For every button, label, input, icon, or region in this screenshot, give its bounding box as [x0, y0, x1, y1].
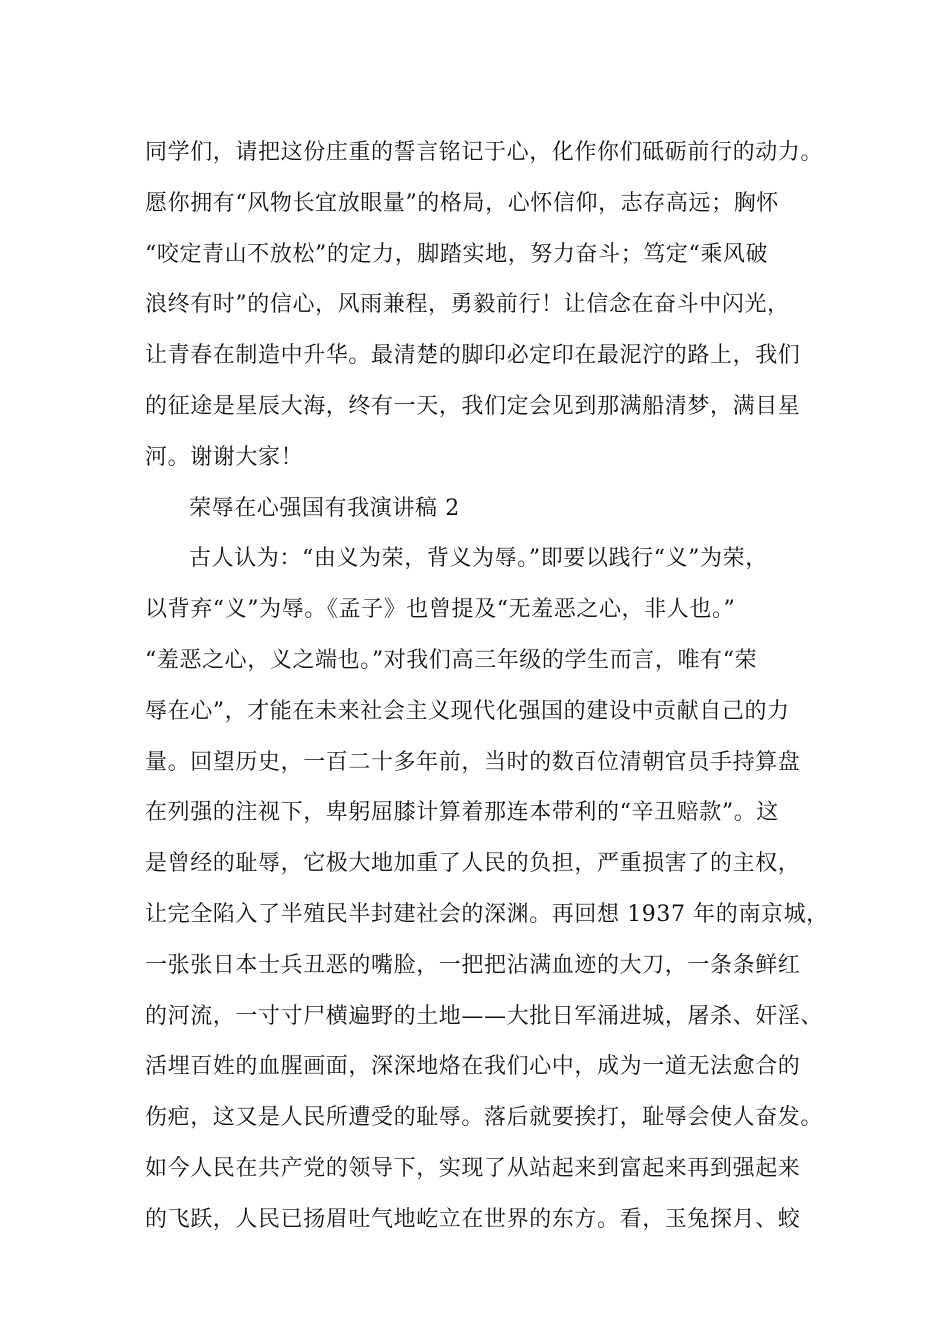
- text-line: 伤疤，这又是人民所遭受的耻辱。落后就要挨打，耻辱会使人奋发。: [145, 1105, 824, 1131]
- text-line: 的征途是星辰大海，终有一天，我们定会见到那满船清梦，满目星: [145, 393, 801, 419]
- document-body: [145, 128, 829, 1246]
- text-line: 如今人民在共产党的领导下，实现了从站起来到富起来再到强起来: [145, 1155, 801, 1181]
- text-line: “咬定青山不放松”的定力，脚踏实地，努力奋斗；笃定“乘风破: [145, 241, 769, 267]
- text-line: 的河流，一寸寸尸横遍野的土地——大批日军涌进城，屠杀、奸淫、: [145, 1003, 824, 1029]
- text-line: “羞恶之心，义之端也。”对我们高三年级的学生而言，唯有“荣: [145, 647, 758, 673]
- text-line: 让青春在制造中升华。最清楚的脚印必定印在最泥泞的路上，我们: [145, 343, 801, 369]
- section-title: 荣辱在心强国有我演讲稿 2: [189, 495, 460, 521]
- text-line: 以背弃“义”为辱。《孟子》也曾提及“无羞恶之心，非人也。”: [145, 597, 736, 623]
- text-line: 河。谢谢大家！: [145, 444, 304, 470]
- text-line: 浪终有时”的信心，风雨兼程，勇毅前行！让信念在奋斗中闪光，: [145, 292, 790, 318]
- text-line: 让完全陷入了半殖民半封建社会的深渊。再回想 1937 年的南京城，: [145, 901, 829, 927]
- text-line: 愿你拥有“风物长宜放眼量”的格局，心怀信仰，志存高远；胸怀: [145, 190, 779, 216]
- text-line: 是曾经的耻辱，它极大地加重了人民的负担，严重损害了的主权，: [145, 851, 801, 877]
- text-line: 辱在心”，才能在未来社会主义现代化强国的建设中贡献自己的力: [145, 698, 790, 724]
- text-line: 在列强的注视下，卑躬屈膝计算着那连本带利的“辛丑赔款”。这: [145, 800, 779, 826]
- text-line: 一张张日本士兵丑恶的嘴脸，一把把沾满血迹的大刀，一条条鲜红: [145, 952, 801, 978]
- text-line: 活埋百姓的血腥画面，深深地烙在我们心中，成为一道无法愈合的: [145, 1054, 801, 1080]
- text-line: 的飞跃，人民已扬眉吐气地屹立在世界的东方。看，玉兔探月、蛟: [145, 1206, 801, 1232]
- text-line: 古人认为：“由义为荣，背义为辱。”即要以践行“义”为荣，: [189, 546, 768, 572]
- text-line: 量。回望历史，一百二十多年前，当时的数百位清朝官员手持算盘: [145, 749, 801, 775]
- text-line: 同学们，请把这份庄重的誓言铭记于心，化作你们砥砺前行的动力。: [145, 140, 824, 165]
